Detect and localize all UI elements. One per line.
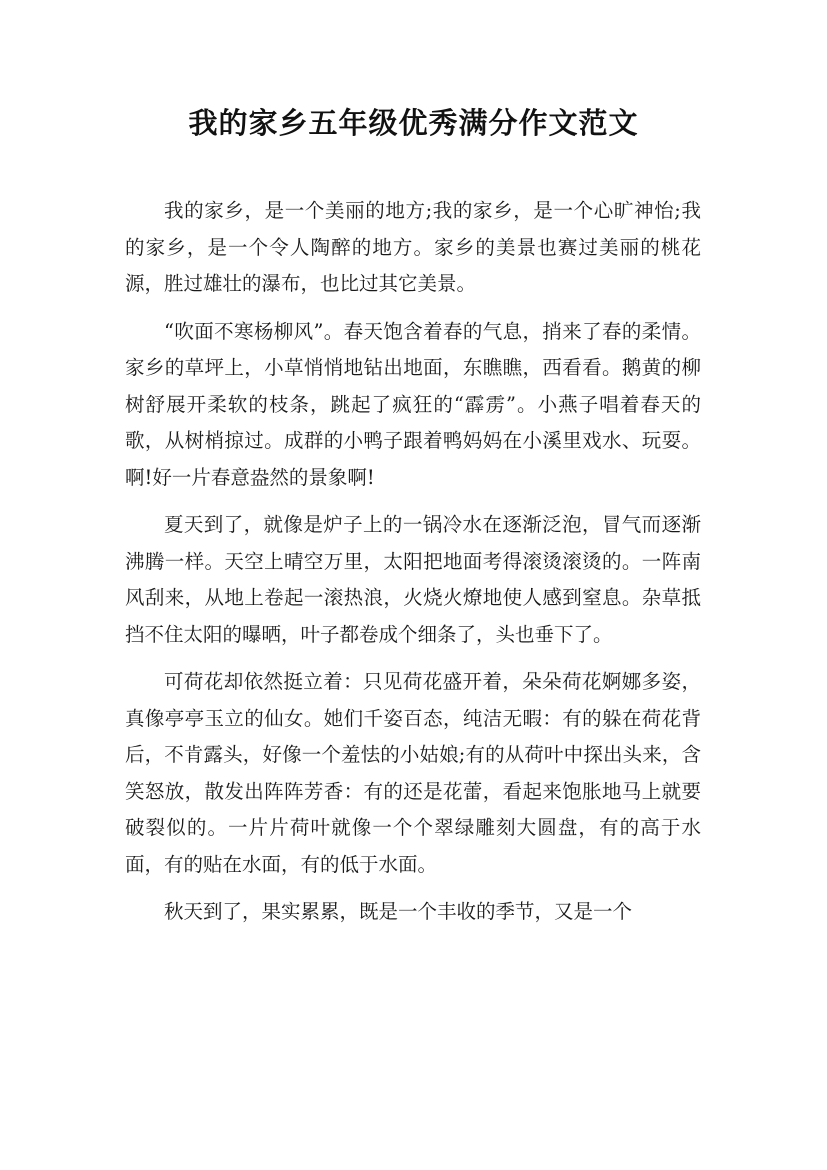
document-body: [125, 193, 701, 942]
paragraph-5: 秋天到了，果实累累，既是一个丰收的季节，又是一个: [164, 900, 633, 923]
document-title: 我的家乡五年级优秀满分作文范文: [188, 106, 639, 140]
paragraph-2: “吹面不寒杨柳风”。春天饱含着春的气息，捎来了春的柔情。家乡的草坪上，小草悄悄地钻出地面，东瞧瞧，西看看。鹅黄的柳树舒展开柔软的枝条，跳起了疯狂的“霹雳”。小燕子唱着春天的歌，从树梢掠过。成群的小鸭子跟着鸭妈妈在小溪里戏水、玩耍。啊!好一片春意盎然的景象啊!: [125, 319, 701, 489]
paragraph-4: 可荷花却依然挺立着：只见荷花盛开着，朵朵荷花婀娜多姿，真像亭亭玉立的仙女。她们千姿百态，纯洁无暇：有的躲在荷花背后，不肯露头，好像一个羞怯的小姑娘;有的从荷叶中探出头来，含笑怒放，散发出阵阵芳香：有的还是花蕾，看起来饱胀地马上就要破裂似的。一片片荷叶就像一个个翠绿雕刻大圆盘，有的高于水面，有的贴在水面，有的低于水面。: [125, 670, 701, 876]
paragraph-3: 夏天到了，就像是炉子上的一锅冷水在逐渐泛泡，冒气而逐渐沸腾一样。天空上晴空万里，太阳把地面考得滚烫滚烫的。一阵南风刮来，从地上卷起一滚热浪，火烧火燎地使人感到窒息。杂草抵挡不住太阳的曝晒，叶子都卷成个细条了，头也垂下了。: [125, 513, 701, 646]
paragraph-1: 我的家乡，是一个美丽的地方;我的家乡，是一个心旷神怡;我的家乡，是一个令人陶醉的地方。家乡的美景也赛过美丽的桃花源，胜过雄壮的瀑布，也比过其它美景。: [125, 199, 701, 295]
